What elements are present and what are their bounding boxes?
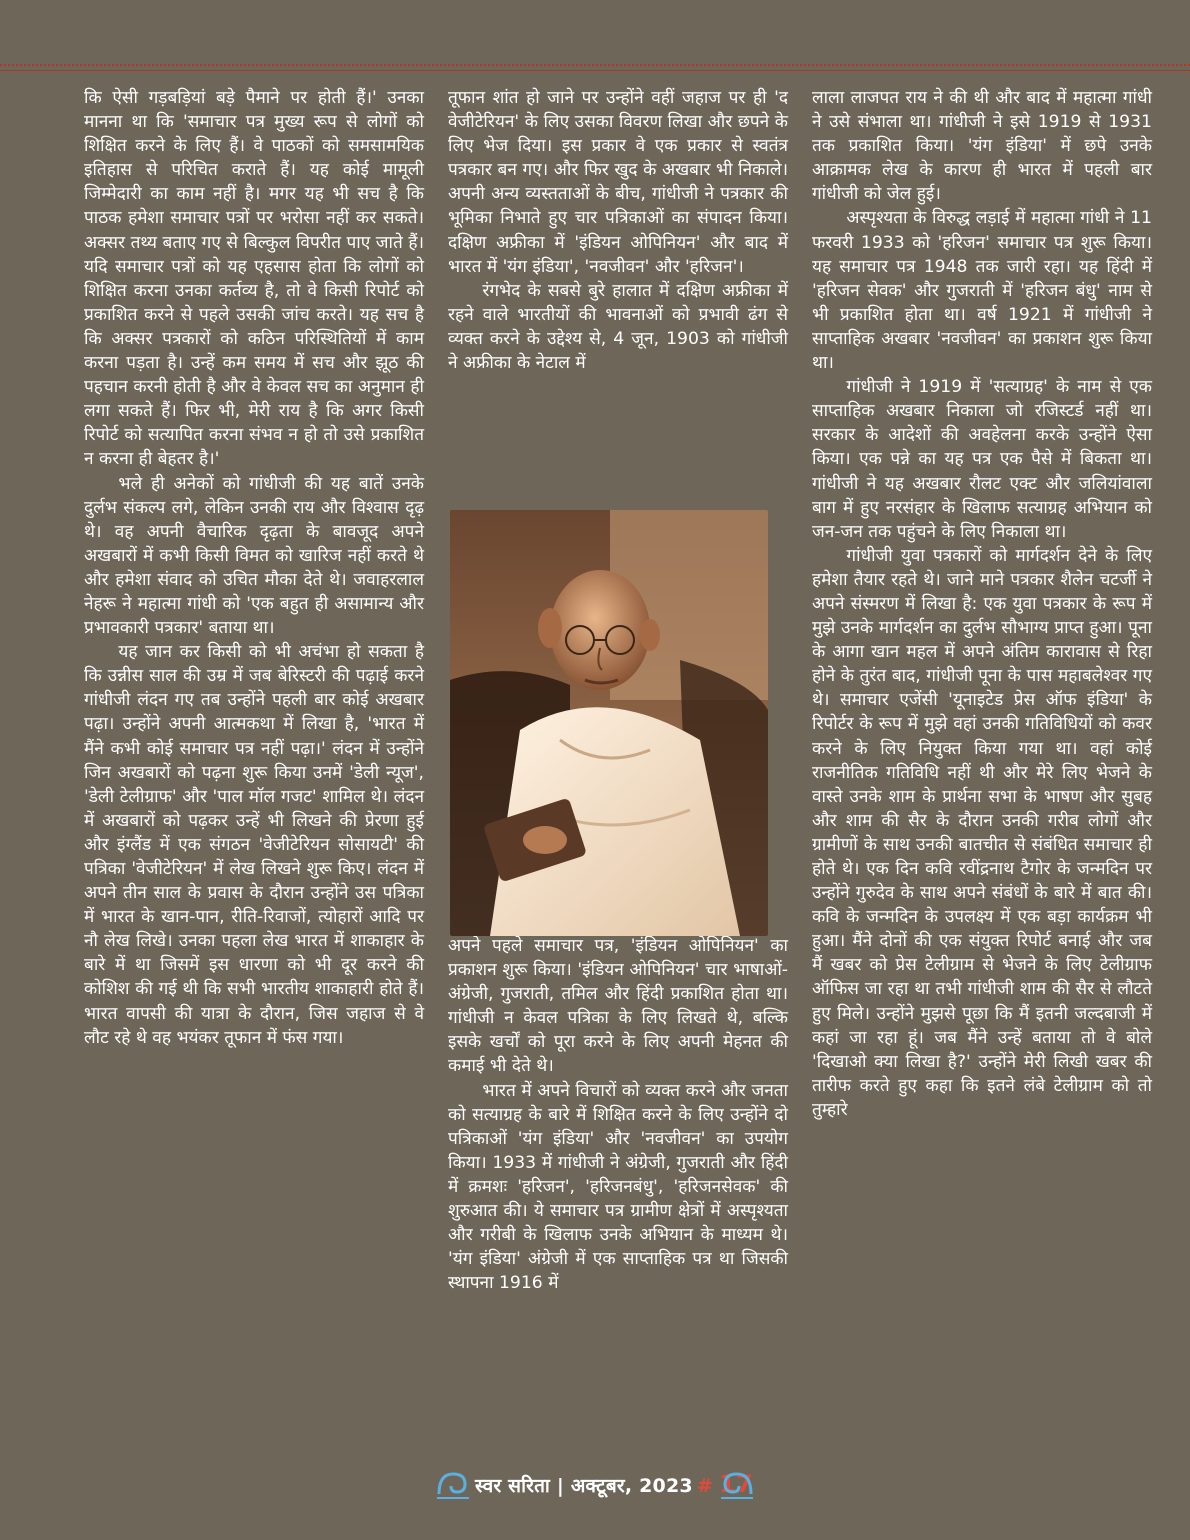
paragraph: यह जान कर किसी को भी अचंभा हो सकता है कि उन्नीस साल की उम्र में जब बेरिस्टरी की पढ़ाई करने गांधीजी लंदन गए तब उन्होंने पहली बार कोई अखबार पढ़ा। उन्होंने अपनी आत्मकथा में लिखा है, 'भारत में मैंने कभी कोई समाचार पत्र नहीं पढ़ा।' लंदन में उन्होंने जिन अखबारों को पढ़ना शुरू किया उनमें 'डेली न्यूज', 'डेली टेलीग्राफ' और 'पाल मॉल गजट' शामिल थे। लंदन में अखबारों को पढ़कर उन्हें भी लिखने की प्रेरणा हुई और इंग्लैंड में एक संगठन 'वेजीटेरियन सोसायटी' की पत्रिका 'वेजीटेरियन' में लेख लिखने शुरू किए। लंदन में अपने तीन साल के प्रवास के दौरान उन्होंने उस पत्रिका में भारत के खान-पान, रीति-रिवाजों, त्योहारों आदि पर नौ लेख लिखे। उनका पहला लेख भारत में शाकाहार के बारे में था जिसमें इस धारणा को भी दूर करने की कोशिश की गई थी कि सभी भारतीय शाकाहारी होते हैं। भारत वापसी की यात्रा के दौरान, जिस जहाज से वे लौट रहे थे वह भयंकर तूफान में फंस गया। (84, 642, 424, 1048)
paragraph: भले ही अनेकों को गांधीजी की यह बातें उनके दुर्लभ संकल्प लगे, लेकिन उनकी राय और विश्वास दृढ़ थे। वह अपनी वैचारिक दृढ़ता के बावजूद अपने अखबारों में कभी किसी विमत को खारिज नहीं करते थे और हमेशा संवाद को उचित मौका देते थे। जवाहरलाल नेहरू ने महात्मा गांधी को 'एक बहुत ही असामान्य और प्रभावकारी पत्रकार' बताया था। (84, 473, 424, 639)
hash-mark: # (696, 1475, 713, 1497)
right-ornament-icon (719, 1468, 755, 1502)
footer-separator: | (556, 1475, 564, 1497)
footer-text (475, 1470, 753, 1498)
paragraph: लाला लाजपत राय ने की थी और बाद में महात्मा गांधी ने उसे संभाला था। गांधीजी ने इसे 1919 से 1931 तक प्रकाशित किया। 'यंग इंडिया' में छपे उनके आक्रामक लेख के कारण ही भारत में पहली बार गांधीजी को जेल हुई। (812, 88, 1152, 205)
paragraph: रंगभेद के सबसे बुरे हालात में दक्षिण अफ्रीका में रहने वाले भारतीयों की भावनाओं को प्रभावी ढंग से व्यक्त करने के उद्देश्य से, 4 जून, 1903 को गांधीजी ने अफ्रीका के नेटाल में (448, 280, 788, 374)
paragraph: तूफान शांत हो जाने पर उन्होंने वहीं जहाज पर ही 'द वेजीटेरियन' के लिए उसका विवरण लिखा और छपने के लिए भेज दिया। इस प्रकार वे एक प्रकार से स्वतंत्र पत्रकार बन गए। और फिर खुद के अखबार भी निकाले। अपनी अन्य व्यस्तताओं के बीच, गांधीजी ने पत्रकार की भूमिका निभाते हुए चार पत्रिकाओं का संपादन किया। दक्षिण अफ्रीका में 'इंडियन ओपिनियन' और बाद में भारत में 'यंग इंडिया', 'नवजीवन' और 'हरिजन'। (448, 88, 788, 277)
article-column-1 (84, 86, 424, 1050)
issue-date: अक्टूबर, 2023 (570, 1475, 693, 1497)
paragraph: गांधीजी युवा पत्रकारों को मार्गदर्शन देने के लिए हमेशा तैयार रहते थे। जाने माने पत्रकार शैलेन चटर्जी ने अपने संस्मरण में लिखा है: एक युवा पत्रकार के रूप में मुझे उनके मार्गदर्शन का दुर्लभ सौभाग्य प्राप्त हुआ। पूना के आगा खान महल में अपने अंतिम कारावास से रिहा होने के तुरंत बाद, गांधीजी पूना के पास महाबलेश्वर गए थे। समाचार एजेंसी 'यूनाइटेड प्रेस ऑफ इंडिया' के रिपोर्टर के रूप में मुझे वहां उनकी गतिविधियों को कवर करने के लिए नियुक्त किया गया था। वहां कोई राजनीतिक गतिविधि नहीं थी और मेरे लिए भेजने के वास्ते उनके शाम के प्रार्थना सभा के भाषण और सुबह और शाम की सैर के दौरान उनकी गरीब लोगों और ग्रामीणों के साथ उनकी बातचीत से संबंधित समाचार ही होते थे। एक दिन कवि रवींद्रनाथ टैगोर के जन्मदिन पर उन्होंने गुरुदेव के साथ अपने संबंधों के बारे में बात की। कवि के जन्मदिन के उपलक्ष्य में एक बड़ा कार्यक्रम भी हुआ। मैंने दोनों की एक संयुक्त रिपोर्ट बनाई और जब मैं खबर को प्रेस टेलीग्राम से भेजने के लिए टेलीग्राफ ऑफिस जा रहा था तभी गांधीजी शाम की सैर से लौटते हुए मिले। उन्होंने मुझसे पूछा कि मैं इतनी जल्दबाजी में कहां जा रहा हूं। जब मैंने उन्हें बताया तो वे बोले 'दिखाओ क्या लिखा है?' उन्होंने मेरी लिखी खबर की तारीफ करते हुए कहा कि इतने लंबे टेलीग्राम को तो तुम्हारे (812, 545, 1152, 1120)
article-column-3 (812, 86, 1152, 1122)
page-footer (435, 1464, 755, 1508)
article-column-2 (448, 86, 788, 1294)
paragraph: अस्पृश्यता के विरुद्ध लड़ाई में महात्मा गांधी ने 11 फरवरी 1933 को 'हरिजन' समाचार पत्र शुरू किया। यह समाचार पत्र 1948 तक जारी रहा। यह हिंदी में 'हरिजन सेवक' और गुजराती में 'हरिजन बंधु' नाम से भी प्रकाशित होता था। वर्ष 1921 में गांधीजी ने साप्ताहिक अखबार 'नवजीवन' का प्रकाशन शुरू किया था। (812, 208, 1152, 374)
gandhi-portrait-photo (450, 510, 768, 936)
left-ornament-icon (435, 1468, 471, 1502)
column-2-below-photo (448, 934, 788, 1295)
paragraph: गांधीजी ने 1919 में 'सत्याग्रह' के नाम से एक साप्ताहिक अखबार निकाला जो रजिस्टर्ड नहीं था। सरकार के आदेशों की अवहेलना करके उन्होंने ऐसा किया। एक पन्ने का यह पत्र एक पैसे में बिकता था। गांधीजी ने यह अखबार रौलट एक्ट और जलियांवाला बाग में हुए नरसंहार के खिलाफ सत्याग्रह अभियान को जन-जन तक पहुंचने के लिए निकाला था। (812, 377, 1152, 542)
page-number: 17 (718, 1470, 753, 1498)
magazine-name: स्वर सरिता (475, 1475, 551, 1497)
paragraph: अपने पहले समाचार पत्र, 'इंडियन ओपिनियन' का प्रकाशन शुरू किया। 'इंडियन ओपिनियन' चार भाषाओं- अंग्रेजी, गुजराती, तमिल और हिंदी प्रकाशित होता था। गांधीजी न केवल पत्रिका के लिए लिखते थे, बल्कि इसके खर्चों को पूरा करने के लिए अपनी मेहनत की कमाई भी देते थे। (448, 936, 788, 1077)
paragraph: कि ऐसी गड़बड़ियां बड़े पैमाने पर होती हैं।' उनका मानना था कि 'समाचार पत्र मुख्य रूप से लोगों को शिक्षित करने के लिए हैं। वे पाठकों को समसामयिक इतिहास से परिचित कराते हैं। यह कोई मामूली जिम्मेदारी का काम नहीं है। मगर यह भी सच है कि पाठक हमेशा समाचार पत्रों पर भरोसा नहीं कर सकते। अक्सर तथ्य बताए गए से बिल्कुल विपरीत पाए जाते हैं। यदि समाचार पत्रों को यह एहसास होता कि लोगों को शिक्षित करना उनका कर्तव्य है, तो वे किसी रिपोर्ट को प्रकाशित करने से पहले उसकी जांच करते। यह सच है कि अक्सर पत्रकारों को कठिन परिस्थितियों में काम करना पड़ता है। उन्हें कम समय में सच और झूठ की पहचान करनी होती है और वे केवल सच का अनुमान ही लगा सकते हैं। फिर भी, मेरी राय है कि अगर किसी रिपोर्ट को सत्यापित करना संभव न हो तो उसे प्रकाशित न करना ही बेहतर है।' (84, 88, 424, 470)
top-decorative-border (0, 56, 1190, 82)
paragraph: भारत में अपने विचारों को व्यक्त करने और जनता को सत्याग्रह के बारे में शिक्षित करने के लिए उन्होंने दो पत्रिकाओं 'यंग इंडिया' और 'नवजीवन' का उपयोग किया। 1933 में गांधीजी ने अंग्रेजी, गुजराती और हिंदी में क्रमशः 'हरिजन', 'हरिजनबंधु', 'हरिजनसेवक' की शुरुआत की। ये समाचार पत्र ग्रामीण क्षेत्रों में अस्पृश्यता और गरीबी के खिलाफ उनके अभियान के माध्यम थे। 'यंग इंडिया' अंग्रेजी में एक साप्ताहिक पत्र था जिसकी स्थापना 1916 में (448, 1080, 788, 1294)
